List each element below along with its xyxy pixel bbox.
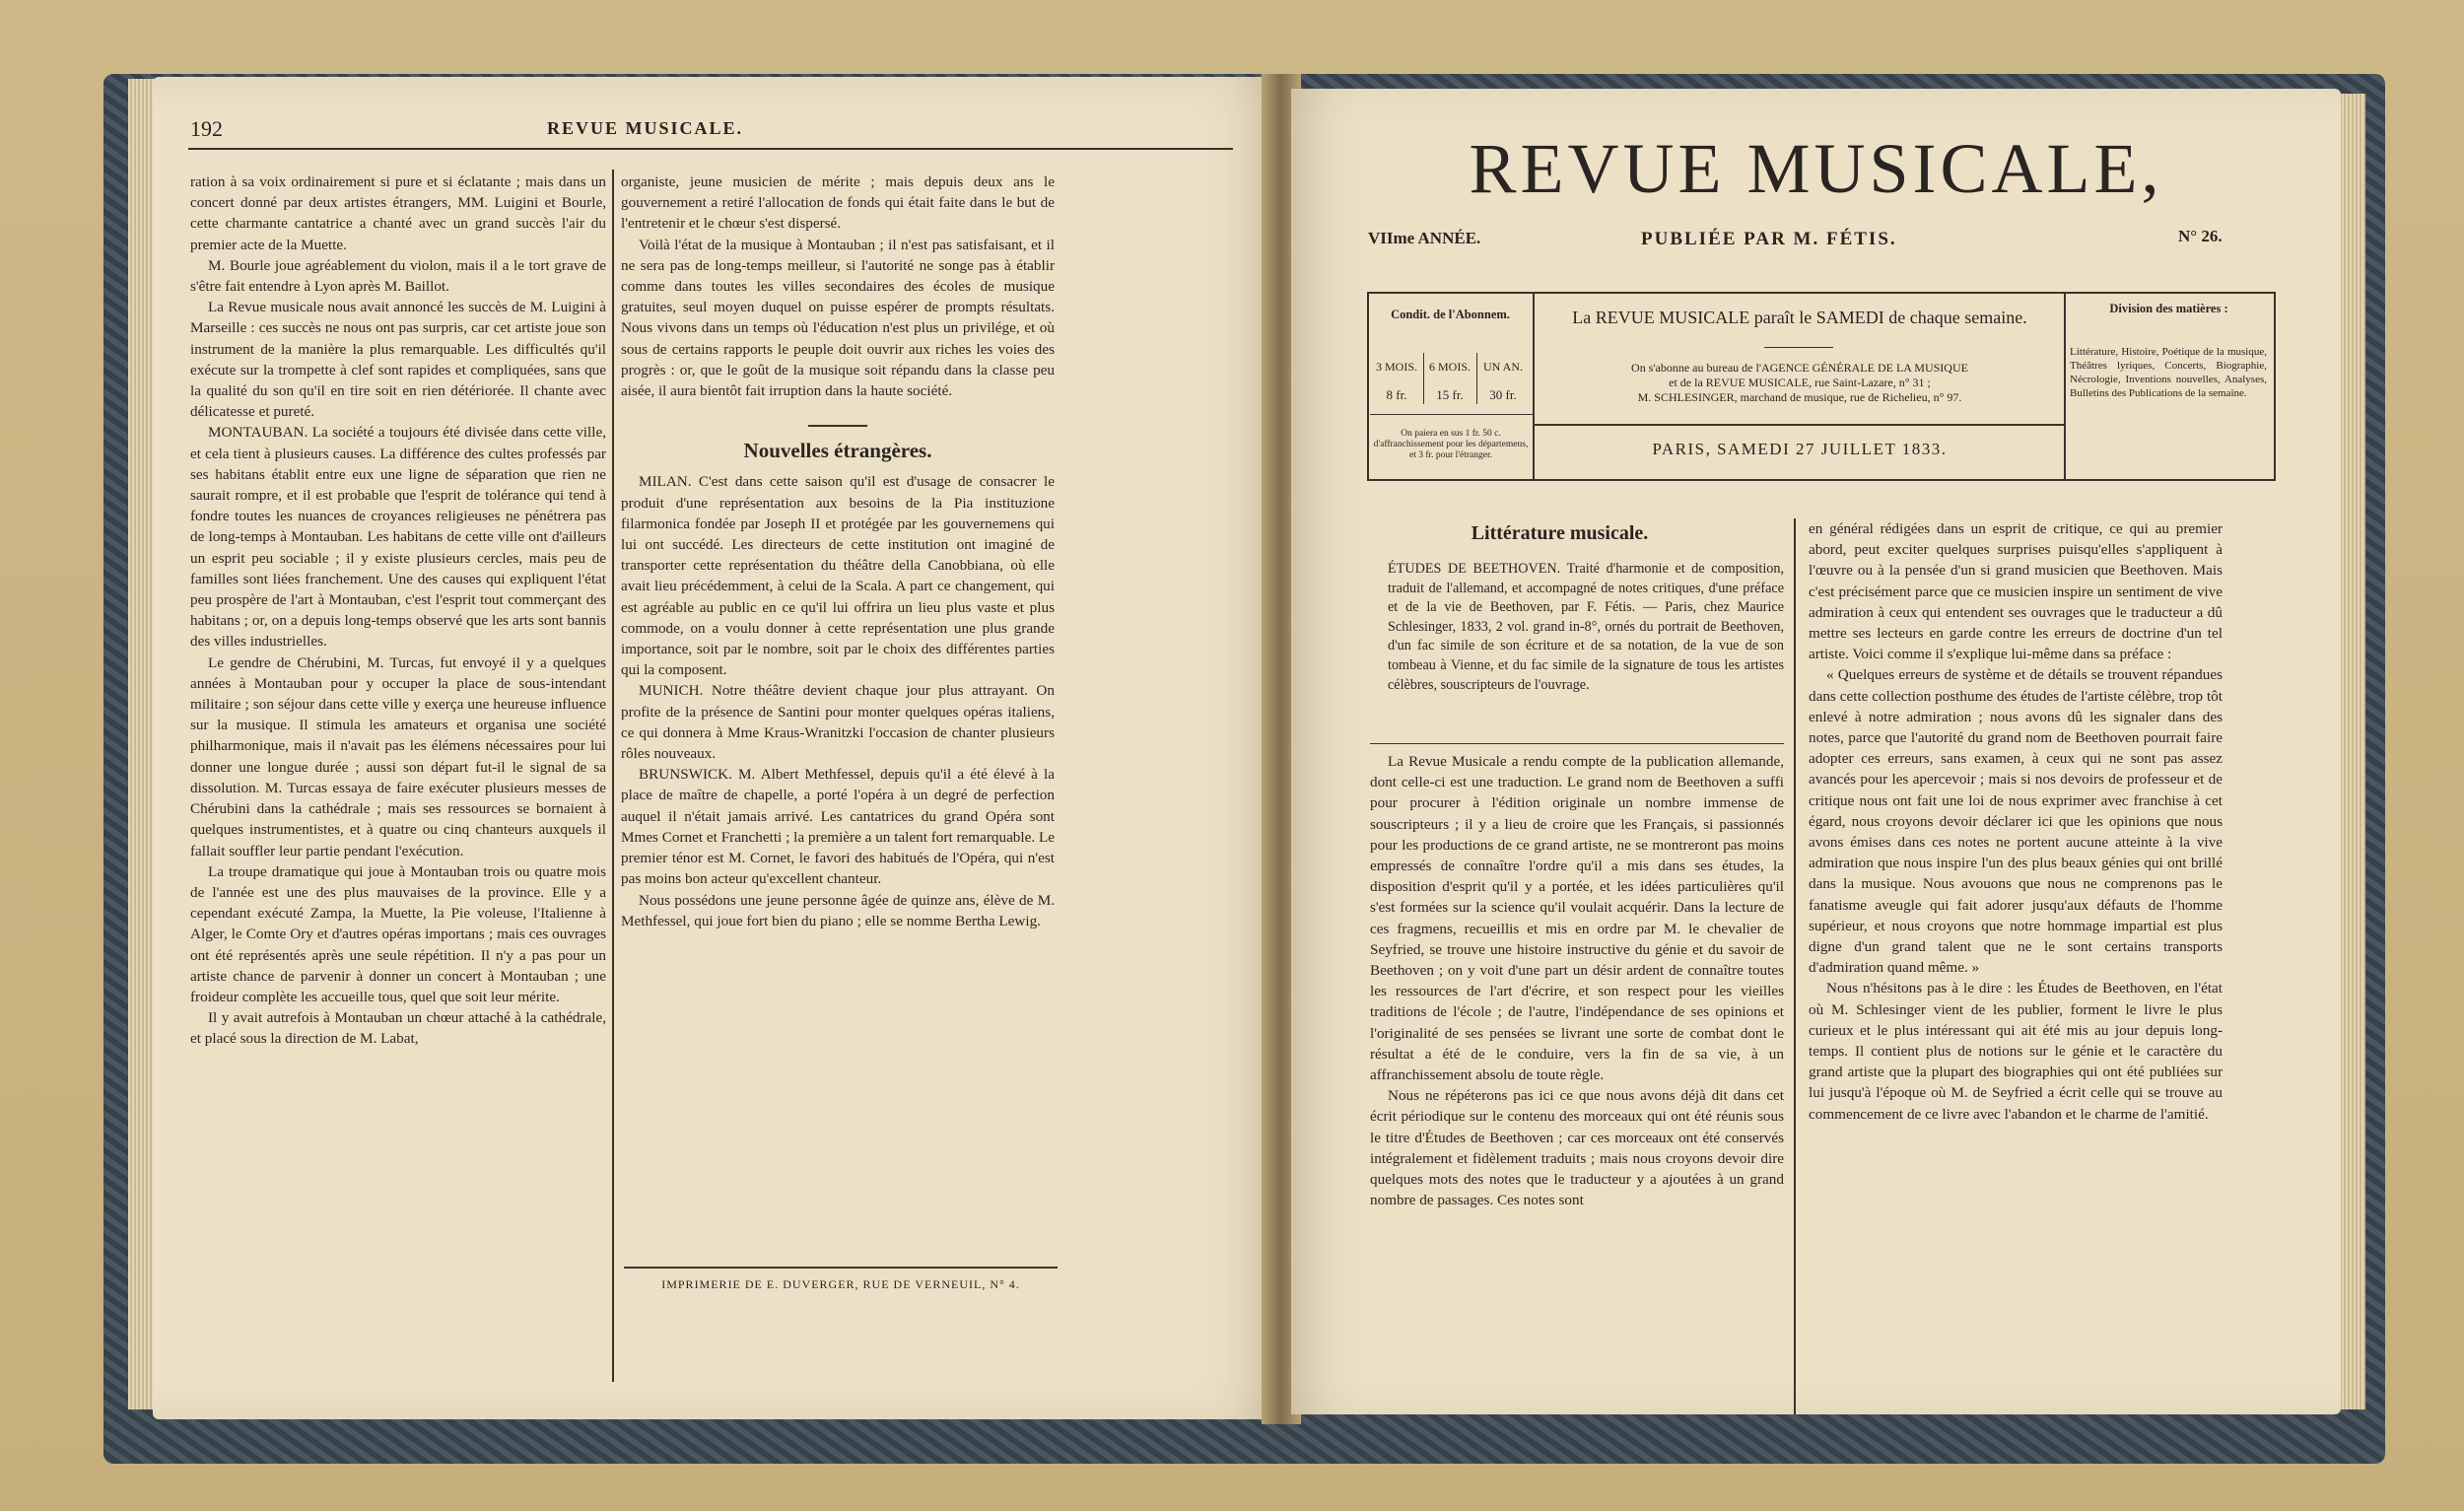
- paragraph: Il y avait autrefois à Montauban un chœur attaché à la cathédrale, et placé sous la direction de M. Labat,: [190, 1009, 606, 1048]
- dateline: PARIS, SAMEDI 27 JUILLET 1833.: [1652, 440, 1948, 458]
- period-6-months: 6 MOIS.: [1428, 360, 1471, 374]
- section-rule: [808, 425, 867, 427]
- issue-number: N° 26.: [2178, 227, 2223, 245]
- right-column-2: [1809, 518, 2223, 1125]
- address-line: et de la REVUE MUSICALE, rue Saint-Lazare, n° 31 ;: [1669, 376, 1931, 389]
- imprint: IMPRIMERIE DE E. DUVERGER, RUE DE VERNEUIL, N° 4.: [661, 1277, 1020, 1291]
- subscription-rule: [1370, 414, 1533, 415]
- masthead-title: REVUE MUSICALE,: [1469, 129, 2163, 208]
- box-divider-left: [1533, 292, 1535, 479]
- paragraph: La troupe dramatique qui joue à Montauban trois ou quatre mois de l'année est une des plus mauvaises de la province. Elle y a cependant exécuté Zampa, la Muette, la Pie voleuse, l'Italienne à Alger, le Comte Ory et d'autres opéras importans ; mais ces ouvrages ont été représentés après une seule répétition. Il n'y a pas pour un artiste chance de parvenir à donner un concert à Montauban ; une froideur complète les accueille tous, quel que soit leur mérite.: [190, 862, 606, 1005]
- subscription-title: Condit. de l'Abonnem.: [1391, 308, 1510, 321]
- right-column-1: [1370, 751, 1784, 1210]
- book-listing: [1370, 560, 1784, 695]
- box-divider-right: [2064, 292, 2066, 479]
- head-rule: [188, 148, 1233, 150]
- paragraph: en général rédigées dans un esprit de critique, ce qui au premier abord, peut exciter quelques surprises puisqu'elles s'appliquent à l'œuvre ou à la pensée d'un si grand musicien que Beethoven. Mais c'est précisément parce que ce musicien inspire un sentiment de vive admiration à ceux qui entendent ses ouvrages que le traducteur a dû mettre ses lecteurs en garde contre les erreurs de doctrine d'un tel artiste. Voici comme il s'explique lui-même dans sa préface :: [1809, 520, 2223, 663]
- column-divider: [1794, 518, 1796, 1414]
- paragraph: Nous ne répéterons pas ici ce que nous avons déjà dit dans cet écrit périodique sur le contenu des morceaux qui ont été réunis sous le titre d'Études de Beethoven ; car ces morceaux ont été conservés intégralement et fidèlement traduits ; mais nous croyons devoir dire quelques mots des notes que le traducteur y a ajoutées à un grand nombre de passages. Ces notes sont: [1370, 1087, 1784, 1209]
- paragraph: MONTAUBAN. La société a toujours été divisée dans cette ville, et cela tient à plusieurs causes. La différence des cultes professés par ses habitans établit entre eux une ligne de séparation que rien ne saurait rompre, et il est probable que l'esprit de tolérance qui tend à fondre toutes les nuances de croyances religieuses ne pénétrera pas de long-temps à Montauban. Les habitans de cette ville ont d'ailleurs un esprit peu sociable ; il y existe plusieurs cercles, mais peu de familles sont liées franchement. Une des causes qui expliquent l'état peu prospère de l'art à Montauban, c'est l'esprit tout commerçant des habitans ; or, on a depuis long-temps observé que les arts sont bannis des villes industrielles.: [190, 424, 606, 651]
- paragraph: BRUNSWICK. M. Albert Methfessel, depuis qu'il a été élevé à la place de maître de chapelle, a porté l'opéra à un degré de perfection auquel il n'était jamais arrivé. Les cantatrices du grand Opéra sont Mmes Cornet et Franchetti ; la première a un talent fort remarquable. Le premier ténor est M. Cornet, le favori des habitués de l'Opéra, qui n'est pas moins bon acteur qu'excellent chanteur.: [621, 766, 1055, 888]
- notice-rule: [1764, 347, 1833, 348]
- period-1-year: UN AN.: [1482, 360, 1523, 374]
- paragraph: Voilà l'état de la musique à Montauban ; il n'est pas satisfaisant, et il ne sera pas de long-temps meilleur, si l'autorité ne songe pas à établir comme dans toutes les villes secondaires des écoles de musique gratuites, seul moyen duquel on puisse espérer de prompts résultats. Nous vivons dans un temps où l'éducation n'est plus un privilége, et où sous de certains rapports le peuple doit ouvrir aux riches les voies des progrès : or, que le goût de la musique soit répandu dans la classe peu aisée, il aura bientôt fait irruption dans la haute société.: [621, 236, 1055, 400]
- column-divider: [612, 170, 614, 1382]
- paragraph: MILAN. C'est dans cette saison qu'il est d'usage de consacrer le produit d'une représentation aux besoins de la Pia instituzione filarmonica fondée par Joseph II et protégée par les gouvernemens qui lui ont succédé. Les directeurs de cette institution ont imaginé de transporter cette représentation du théâtre della Canobbiana, où elle avait lieu précédemment, à celui de la Scala. A part ce changement, qui est agréable au public en ce qu'il lui offrira un lieu plus vaste et plus commode, on a voulu donner à cette représentation une plus grande importance, soit par le nombre, soit par le choix des différentes parties qui la composent.: [621, 473, 1055, 679]
- paragraph: organiste, jeune musicien de mérite ; mais depuis deux ans le gouvernement a retiré l'allocation de fonds qui était faite dans le but de l'entretenir et le chœur s'est dispersé.: [621, 173, 1055, 233]
- paragraph: Nous n'hésitons pas à le dire : les Études de Beethoven, en l'état où M. Schlesinger vient de les publier, forment le livre le plus curieux et le plus intéressant qui ait été mis au jour depuis long-temps. Il contient plus de notions sur le génie et le caractère du grand artiste que la plupart des biographies qui ont été publiées sur lui jusqu'à l'époque où M. de Seyfried a écrit celle qui se trouve au commencement de ce livre avec l'abandon et le charme de l'amitié.: [1809, 980, 2223, 1123]
- address-line: M. SCHLESINGER, marchand de musique, rue de Richelieu, n° 97.: [1637, 390, 1962, 404]
- left-column-1: [190, 172, 606, 1050]
- section-title: Nouvelles étrangères.: [743, 439, 932, 463]
- price-1-year: 30 fr.: [1489, 387, 1517, 402]
- address-line: On s'abonne au bureau de l'AGENCE GÉNÉRALE DE LA MUSIQUE: [1631, 361, 1968, 375]
- left-column-2: [621, 172, 1055, 931]
- paragraph: La Revue musicale nous avait annoncé les succès de M. Luigini à Marseille : ces succès ne nous ont pas surpris, car cet artiste joue son instrument de la manière la plus remarquable. Les difficultés qu'il exécute sur la trompette à clef sont rapides et compliquées, sans que la qualité du son qu'il en tire soit en rien détériorée. Il chante avec délicatesse et pureté.: [190, 299, 606, 421]
- listing-rule: [1370, 743, 1784, 744]
- paragraph: « Quelques erreurs de système et de détails se trouvent répandues dans cette collection posthume des études de l'artiste célèbre, trop tôt enlevé à notre admiration ; nous avons dû les signaler dans des notes, parce que l'autorité du grand nom de Beethoven pourrait faire adopter ces erreurs, sans examen, à ceux qui ne sont pas assez avancés pour les apercevoir ; mais si nos devoirs de professeur et de critique nous ont fait une loi de nous exprimer avec franchise à cet égard, nous croyons devoir déclarer ici que les opinions que nous avons émises dans ces notes ne portent aucune atteinte à la vive admiration que nous inspire l'un des plus beaux génies qui ont brillé dans la musique. Nous avouons que nous ne comprenons pas le fanatisme aveugle qui fait adorer jusqu'aux défauts de l'homme supérieur, et nous croyons que notre hommage impartial est plus digne d'un grand talent que ne le sont certains transports d'admiration quand même. »: [1809, 666, 2223, 977]
- running-head: REVUE MUSICALE.: [547, 118, 744, 138]
- page-number: 192: [190, 116, 223, 141]
- publisher-label: PUBLIÉE PAR M. FÉTIS.: [1641, 229, 1897, 249]
- right-page: [1291, 89, 2341, 1414]
- publication-notice: La REVUE MUSICALE paraît le SAMEDI de chaque semaine.: [1572, 308, 2027, 327]
- left-page: [153, 77, 1276, 1419]
- page-edges-right: [2338, 94, 2365, 1409]
- dateline-rule: [1535, 424, 2065, 426]
- paragraph: Le gendre de Chérubini, M. Turcas, fut envoyé il y a quelques années à Montauban pour y occuper la place de sous-intendant militaire ; son séjour dans cette ville y exerça une heureuse influence sur la musique. Il stimula les amateurs et organisa une société philharmonique, mais il n'avait pas les élémens nécessaires pour lui donner une longue durée ; aussi son départ fut-il le signal de sa dissolution. M. Turcas essaya de faire exécuter plusieurs messes de Chérubini dans la cathédrale ; mais ses ressources se bornaient à quelques instrumentistes, et à quatre ou cinq chanteurs auxquels il fallait souffler leur partie pendant l'exécution.: [190, 653, 606, 859]
- paragraph: MUNICH. Notre théâtre devient chaque jour plus attrayant. On profite de la présence de Santini pour monter quelques opéras italiens, ce qui donnera à Mme Kraus-Wranitzki l'occasion de chanter plusieurs rôles nouveaux.: [621, 682, 1055, 763]
- subscription-note: On paiera en sus 1 fr. 50 c. d'affranchissement pour les départemens, et 3 fr. pour l'étranger.: [1373, 429, 1529, 460]
- division-title: Division des matières :: [2109, 302, 2228, 315]
- paragraph: ration à sa voix ordinairement si pure et si éclatante ; mais dans un concert donné par deux artistes étrangers, MM. Luigini et Bourle, cette charmante cantatrice a chanté avec un grand succès l'air du premier acte de la Muette.: [190, 173, 606, 253]
- paragraph: La Revue Musicale a rendu compte de la publication allemande, dont celle-ci est une traduction. Le grand nom de Beethoven a suffi pour procurer à l'édition originale un nombre immense de souscripteurs ; il y a lieu de croire que les Français, si passionnés pour les productions de ce grand artiste, ne se montreront pas moins empressés de connaître l'ordre qu'il a mis dans ses études, la disposition d'esprit qu'il y a portée, et les idées particulières qu'il s'est formées sur la science qu'il voulait acquérir. Dans la lecture de ces fragmens, recueillis et mis en ordre par M. le chevalier de Seyfried, se trouve une histoire instructive du génie et du savoir de Beethoven ; on y voit d'une part un désir ardent de connaître toutes les ressources de l'art d'écrire, et son respect pour les vieilles traditions de l'école ; de l'autre, l'indépendance de ses opinions et l'originalité de ses pensées se livrant une sorte de combat dont le résultat a été de le conduire, vers la fin de sa vie, à un affranchissement absolu de toute règle.: [1370, 753, 1784, 1084]
- year-label: VIIme ANNÉE.: [1368, 229, 1481, 247]
- price-3-months: 8 fr.: [1386, 387, 1407, 402]
- paragraph: ÉTUDES DE BEETHOVEN. Traité d'harmonie et de composition, traduit de l'allemand, et accompagné de notes critiques, d'une préface et de la vie de Beethoven, par F. Fétis. — Paris, chez Maurice Schlesinger, 1833, 2 vol. grand in-8°, ornés du portrait de Beethoven, d'un fac simile de son écriture et de sa notation, de la vue de son tombeau à Vienne, et du fac simile de la signature de tous les artistes célèbres, souscripteurs de l'ouvrage.: [1388, 561, 1784, 693]
- paragraph: Nous possédons une jeune personne âgée de quinze ans, élève de M. Methfessel, qui joue fort bien du piano ; elle se nomme Bertha Lewig.: [621, 891, 1055, 929]
- price-6-months: 15 fr.: [1436, 387, 1464, 402]
- division-text: Littérature, Histoire, Poétique de la musique, Théâtres lyriques, Concerts, Biographie, Nécrologie, Inventions nouvelles, Analyses, Bulletins des Publications de la semaine.: [2070, 346, 2267, 399]
- section-title: Littérature musicale.: [1471, 522, 1649, 544]
- paragraph: M. Bourle joue agréablement du violon, mais il a le tort grave de s'être fait entendre à Lyon après M. Baillot.: [190, 256, 606, 296]
- period-3-months: 3 MOIS.: [1375, 360, 1417, 374]
- imprint-rule: [624, 1267, 1058, 1269]
